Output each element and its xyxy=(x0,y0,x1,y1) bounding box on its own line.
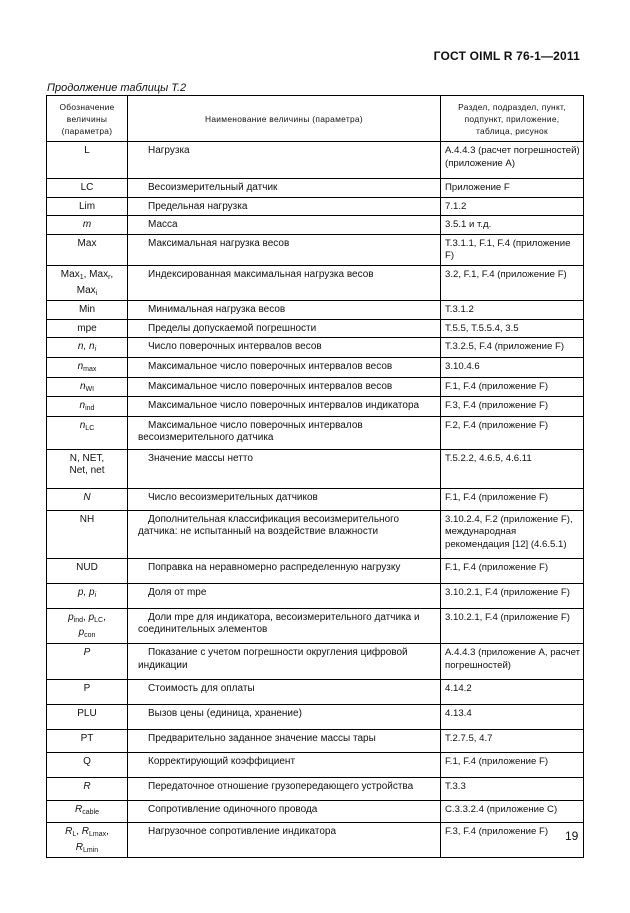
name-cell: Поправка на неравномерно распределенную нагрузку xyxy=(128,558,441,583)
name-cell: Масса xyxy=(128,216,441,235)
table-row xyxy=(47,265,584,300)
symbol-cell: N xyxy=(47,488,128,510)
name-cell: Число поверочных интервалов весов xyxy=(128,338,441,358)
reference-cell: 4.14.2 xyxy=(441,679,584,704)
reference-cell: Приложение F xyxy=(441,179,584,198)
table-row xyxy=(47,679,584,704)
table-row xyxy=(47,142,584,179)
table-header-row xyxy=(47,96,584,142)
name-cell: Максимальное число поверочных интервалов индикатора xyxy=(128,397,441,417)
reference-cell: Т.5.5, Т.5.5.4, 3.5 xyxy=(441,319,584,338)
table-row xyxy=(47,608,584,643)
reference-cell: Т.3.1.2 xyxy=(441,301,584,320)
symbol-cell: $n_{max}$ xyxy=(47,357,128,377)
reference-cell: Т.5.2.2, 4.6.5, 4.6.11 xyxy=(441,449,584,488)
reference-cell: 3.10.2.4, F.2 (приложение F), международная рекомендация [12] (4.6.5.1) xyxy=(441,510,584,558)
symbol-cell: p, $p_i$ xyxy=(47,583,128,608)
reference-cell: С.3.3.2.4 (приложение С) xyxy=(441,800,584,822)
table-row xyxy=(47,449,584,488)
reference-cell: А.4.4.3 (приложение А, расчет погрешностей) xyxy=(441,643,584,679)
table-row xyxy=(47,729,584,752)
symbol-cell: L xyxy=(47,142,128,179)
reference-cell: F.1, F.4 (приложение F) xyxy=(441,752,584,777)
symbol-cell: NH xyxy=(47,510,128,558)
name-cell: Показание с учетом погрешности округления цифровой индикации xyxy=(128,643,441,679)
symbol-cell: $n_{ind}$ xyxy=(47,397,128,417)
reference-cell: 7.1.2 xyxy=(441,197,584,216)
name-cell: Весоизмерительный датчик xyxy=(128,179,441,198)
table-row xyxy=(47,416,584,449)
symbol-cell: PLU xyxy=(47,704,128,729)
table-row xyxy=(47,752,584,777)
symbol-cell: PT xyxy=(47,729,128,752)
symbol-cell: LC xyxy=(47,179,128,198)
table-row xyxy=(47,301,584,320)
name-cell: Нагрузка xyxy=(128,142,441,179)
name-cell: Минимальная нагрузка весов xyxy=(128,301,441,320)
symbol-cell: R xyxy=(47,777,128,800)
table-row xyxy=(47,510,584,558)
name-cell: Число весоизмерительных датчиков xyxy=(128,488,441,510)
symbol-cell: Min xyxy=(47,301,128,320)
table-row xyxy=(47,488,584,510)
table-row xyxy=(47,643,584,679)
name-cell: Дополнительная классификация весоизмерительного датчика: не испытанный на воздействие влажности xyxy=(128,510,441,558)
name-cell: Стоимость для оплаты xyxy=(128,679,441,704)
standard-designation: ГОСТ OIML R 76-1—2011 xyxy=(433,49,580,63)
symbol-cell: Q xyxy=(47,752,128,777)
reference-cell: F.1, F.4 (приложение F) xyxy=(441,377,584,397)
symbol-cell: $R_{cable}$ xyxy=(47,800,128,822)
table-row xyxy=(47,777,584,800)
name-cell: Нагрузочное сопротивление индикатора xyxy=(128,822,441,857)
name-cell: Максимальное число поверочных интервалов весов xyxy=(128,357,441,377)
reference-cell: А.4.4.3 (расчет погрешностей) (приложение А) xyxy=(441,142,584,179)
symbol-cell: P xyxy=(47,643,128,679)
table-row xyxy=(47,377,584,397)
reference-cell: F.1, F.4 (приложение F) xyxy=(441,558,584,583)
page-number: 19 xyxy=(565,829,579,843)
reference-cell: Т.2.7.5, 4.7 xyxy=(441,729,584,752)
symbol-cell: $n_{LC}$ xyxy=(47,416,128,449)
name-cell: Значение массы нетто xyxy=(128,449,441,488)
symbol-cell: Max xyxy=(47,234,128,265)
reference-cell: Т.3.1.1, F.1, F.4 (приложение F) xyxy=(441,234,584,265)
symbol-cell: N, NET, Net, net xyxy=(47,449,128,488)
name-cell: Передаточное отношение грузопередающего устройства xyxy=(128,777,441,800)
symbol-cell: NUD xyxy=(47,558,128,583)
reference-cell: F.3, F.4 (приложение F) xyxy=(441,397,584,417)
table-row xyxy=(47,179,584,198)
reference-cell: 3.10.4.6 xyxy=(441,357,584,377)
table-row xyxy=(47,216,584,235)
table-row xyxy=(47,397,584,417)
reference-cell: Т.3.3 xyxy=(441,777,584,800)
symbol-cell: mpe xyxy=(47,319,128,338)
reference-cell: F.3, F.4 (приложение F) xyxy=(441,822,584,857)
name-cell: Максимальное число поверочных интервалов весоизмерительного датчика xyxy=(128,416,441,449)
name-cell: Доля от mpe xyxy=(128,583,441,608)
name-cell: Доли mpe для индикатора, весоизмерительного датчика и соединительных элементов xyxy=(128,608,441,643)
symbol-cell: $p_{ind}$, $p_{LC}$, $p_{con}$ xyxy=(47,608,128,643)
symbol-cell: $n_{WI}$ xyxy=(47,377,128,397)
reference-cell: 3.5.1 и т.д. xyxy=(441,216,584,235)
reference-cell: F.1, F.4 (приложение F) xyxy=(441,488,584,510)
reference-cell: 3.10.2.1, F.4 (приложение F) xyxy=(441,608,584,643)
table-row xyxy=(47,704,584,729)
reference-cell: 3.10.2.1, F.4 (приложение F) xyxy=(441,583,584,608)
name-cell: Корректирующий коэффициент xyxy=(128,752,441,777)
reference-cell: Т.3.2.5, F.4 (приложение F) xyxy=(441,338,584,358)
symbol-cell: m xyxy=(47,216,128,235)
name-cell: Индексированная максимальная нагрузка весов xyxy=(128,265,441,300)
name-cell: Пределы допускаемой погрешности xyxy=(128,319,441,338)
reference-cell: 4.13.4 xyxy=(441,704,584,729)
table-row xyxy=(47,822,584,857)
table-row xyxy=(47,338,584,358)
table-row xyxy=(47,558,584,583)
header-symbol: Обозначение величины (параметра) xyxy=(47,96,128,142)
name-cell: Сопротивление одиночного провода xyxy=(128,800,441,822)
name-cell: Предварительно заданное значение массы тары xyxy=(128,729,441,752)
reference-cell: 3.2, F.1, F.4 (приложение F) xyxy=(441,265,584,300)
table-row xyxy=(47,319,584,338)
name-cell: Предельная нагрузка xyxy=(128,197,441,216)
table-row xyxy=(47,800,584,822)
symbol-cell: $R_L$, $R_{Lmax}$, $R_{Lmin}$ xyxy=(47,822,128,857)
symbol-cell: Lim xyxy=(47,197,128,216)
header-name: Наименование величины (параметра) xyxy=(128,96,441,142)
table-continuation-caption: Продолжение таблицы Т.2 xyxy=(47,82,187,94)
header-reference: Раздел, подраздел, пункт, подпункт, приложение, таблица, рисунок xyxy=(441,96,584,142)
symbols-table xyxy=(46,95,584,858)
symbol-cell: Max$_1$, Max$_r$, Max$_i$ xyxy=(47,265,128,300)
name-cell: Максимальная нагрузка весов xyxy=(128,234,441,265)
reference-cell: F.2, F.4 (приложение F) xyxy=(441,416,584,449)
table-row xyxy=(47,197,584,216)
name-cell: Вызов цены (единица, хранение) xyxy=(128,704,441,729)
symbol-cell: P xyxy=(47,679,128,704)
table-row xyxy=(47,357,584,377)
table-row xyxy=(47,234,584,265)
name-cell: Максимальное число поверочных интервалов весов xyxy=(128,377,441,397)
symbol-cell: n, $n_i$ xyxy=(47,338,128,358)
table-row xyxy=(47,583,584,608)
